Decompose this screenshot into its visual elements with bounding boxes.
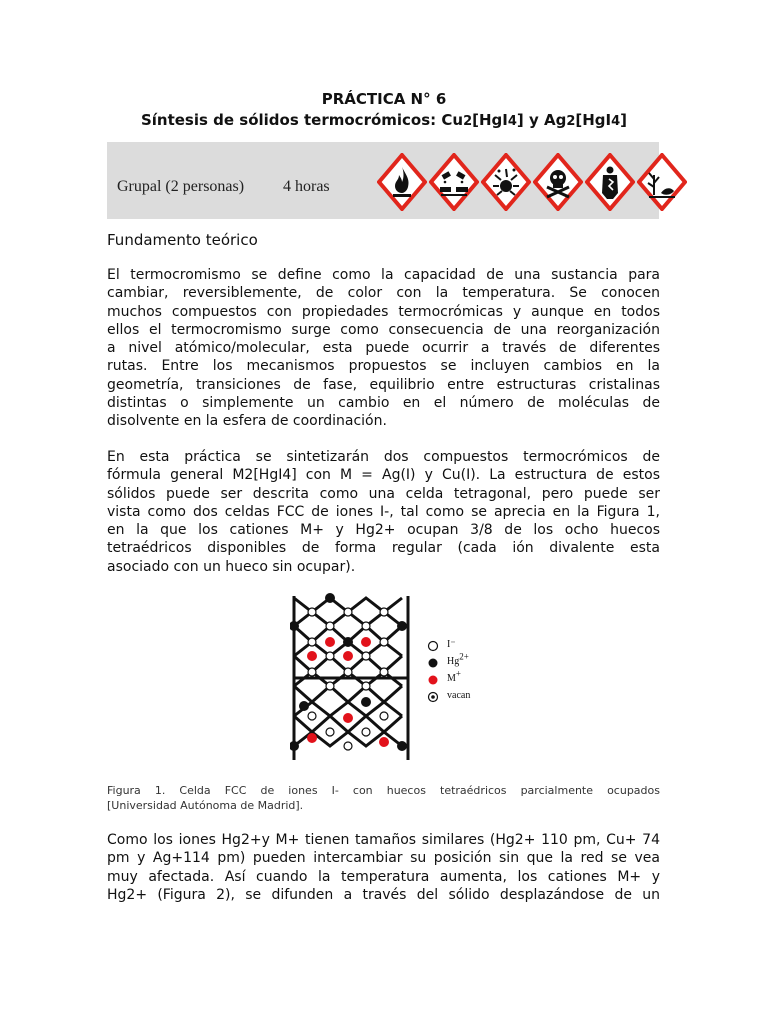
text-line: rutas. Entre los mecanismos propuestos se incluyen cambios en la	[107, 358, 660, 375]
text-line: En esta práctica se sintetizarán dos compuestos termocrómicos de	[107, 449, 660, 465]
caption-line: Figura 1. Celda FCC de iones I- con huecos tetraédricos parcialmente ocupados	[107, 784, 660, 797]
text-line: tetraédricos disponibles de forma regular (cada ión divalente esta	[107, 540, 660, 557]
text-line: en la que los cationes M+ y Hg2+ ocupan 3/8 de los ocho huecos	[107, 522, 660, 539]
figure-legend	[429, 642, 438, 702]
text-line: Hg2+ (Figura 2), se difunden a través del sólido desplazándose de un	[107, 886, 660, 903]
caption-line: [Universidad Autónoma de Madrid].	[107, 799, 304, 812]
environment-pictogram	[637, 153, 687, 211]
safety-banner	[107, 142, 659, 219]
legend-vacancy-label: vacan	[447, 690, 471, 701]
skull-pictogram	[533, 153, 583, 211]
paragraph-1	[107, 266, 660, 431]
text-line: asociado con un hueco sin ocupar).	[107, 558, 356, 575]
text-line: Como los iones Hg2+y M+ tienen tamaños similares (Hg2+ 110 pm, Cu+ 74	[107, 832, 660, 848]
legend-cation-label: M+	[447, 668, 461, 684]
paragraph-2	[107, 448, 660, 576]
legend-mercury-label: $Hg^{2+}$	[447, 651, 469, 667]
health-hazard-pictogram	[585, 153, 635, 211]
practice-title: PRÁCTICA N° 6	[321, 90, 447, 108]
legend-iodide-label: I⁻	[447, 639, 456, 650]
exploding-pictogram	[481, 153, 531, 211]
paragraph-3	[107, 831, 660, 904]
corrosion-pictogram	[429, 153, 479, 211]
text-line: cambiar, reversiblemente, de color con la temperatura. Se conocen	[107, 285, 660, 302]
text-line: fórmula general M2[HgI4] con M = Ag(I) y Cu(I). La estructura de estos	[107, 467, 660, 484]
text-line: a nivel atómico/molecular, esta puede ocurrir a través de diferentes	[107, 340, 660, 357]
text-line: El termocromismo se define como la capacidad de una sustancia para	[107, 267, 660, 283]
text-line: muy afectada. Así cuando la temperatura aumenta, los cationes M+ y	[107, 868, 660, 885]
text-line: ellos el termocromismo surge como consecuencia de una reorganización	[107, 321, 660, 338]
text-line: pm y Ag+114 pm) pueden intercambiar su posición sin que la red se vea	[107, 850, 660, 867]
text-line: muchos compuestos con propiedades termocrómicas y aunque en todos	[107, 303, 660, 320]
text-line: geometría, transiciones de fase, equilibrio entre estructuras cristalinas	[107, 376, 660, 393]
group-label: Grupal (2 personas)	[117, 178, 245, 195]
practice-subtitle: Síntesis de sólidos termocrómicos: Cu2[HgI4] y Ag2[HgI4]	[140, 111, 628, 129]
fcc-lattice-figure	[290, 592, 480, 762]
text-line: disolvente en la esfera de coordinación.	[107, 413, 387, 430]
section-heading: Fundamento teórico	[107, 231, 258, 249]
text-line: sólidos puede ser descrita como una celda tetragonal, pero puede ser	[107, 485, 660, 502]
duration-label: 4 horas	[283, 178, 330, 195]
flame-pictogram	[377, 153, 427, 211]
text-line: distintas o simplemente un cambio en el número de moléculas de	[107, 395, 660, 412]
text-line: vista como dos celdas FCC de iones I-, tal como se aprecia en la Figura 1,	[107, 503, 660, 520]
figure-caption	[107, 783, 660, 813]
